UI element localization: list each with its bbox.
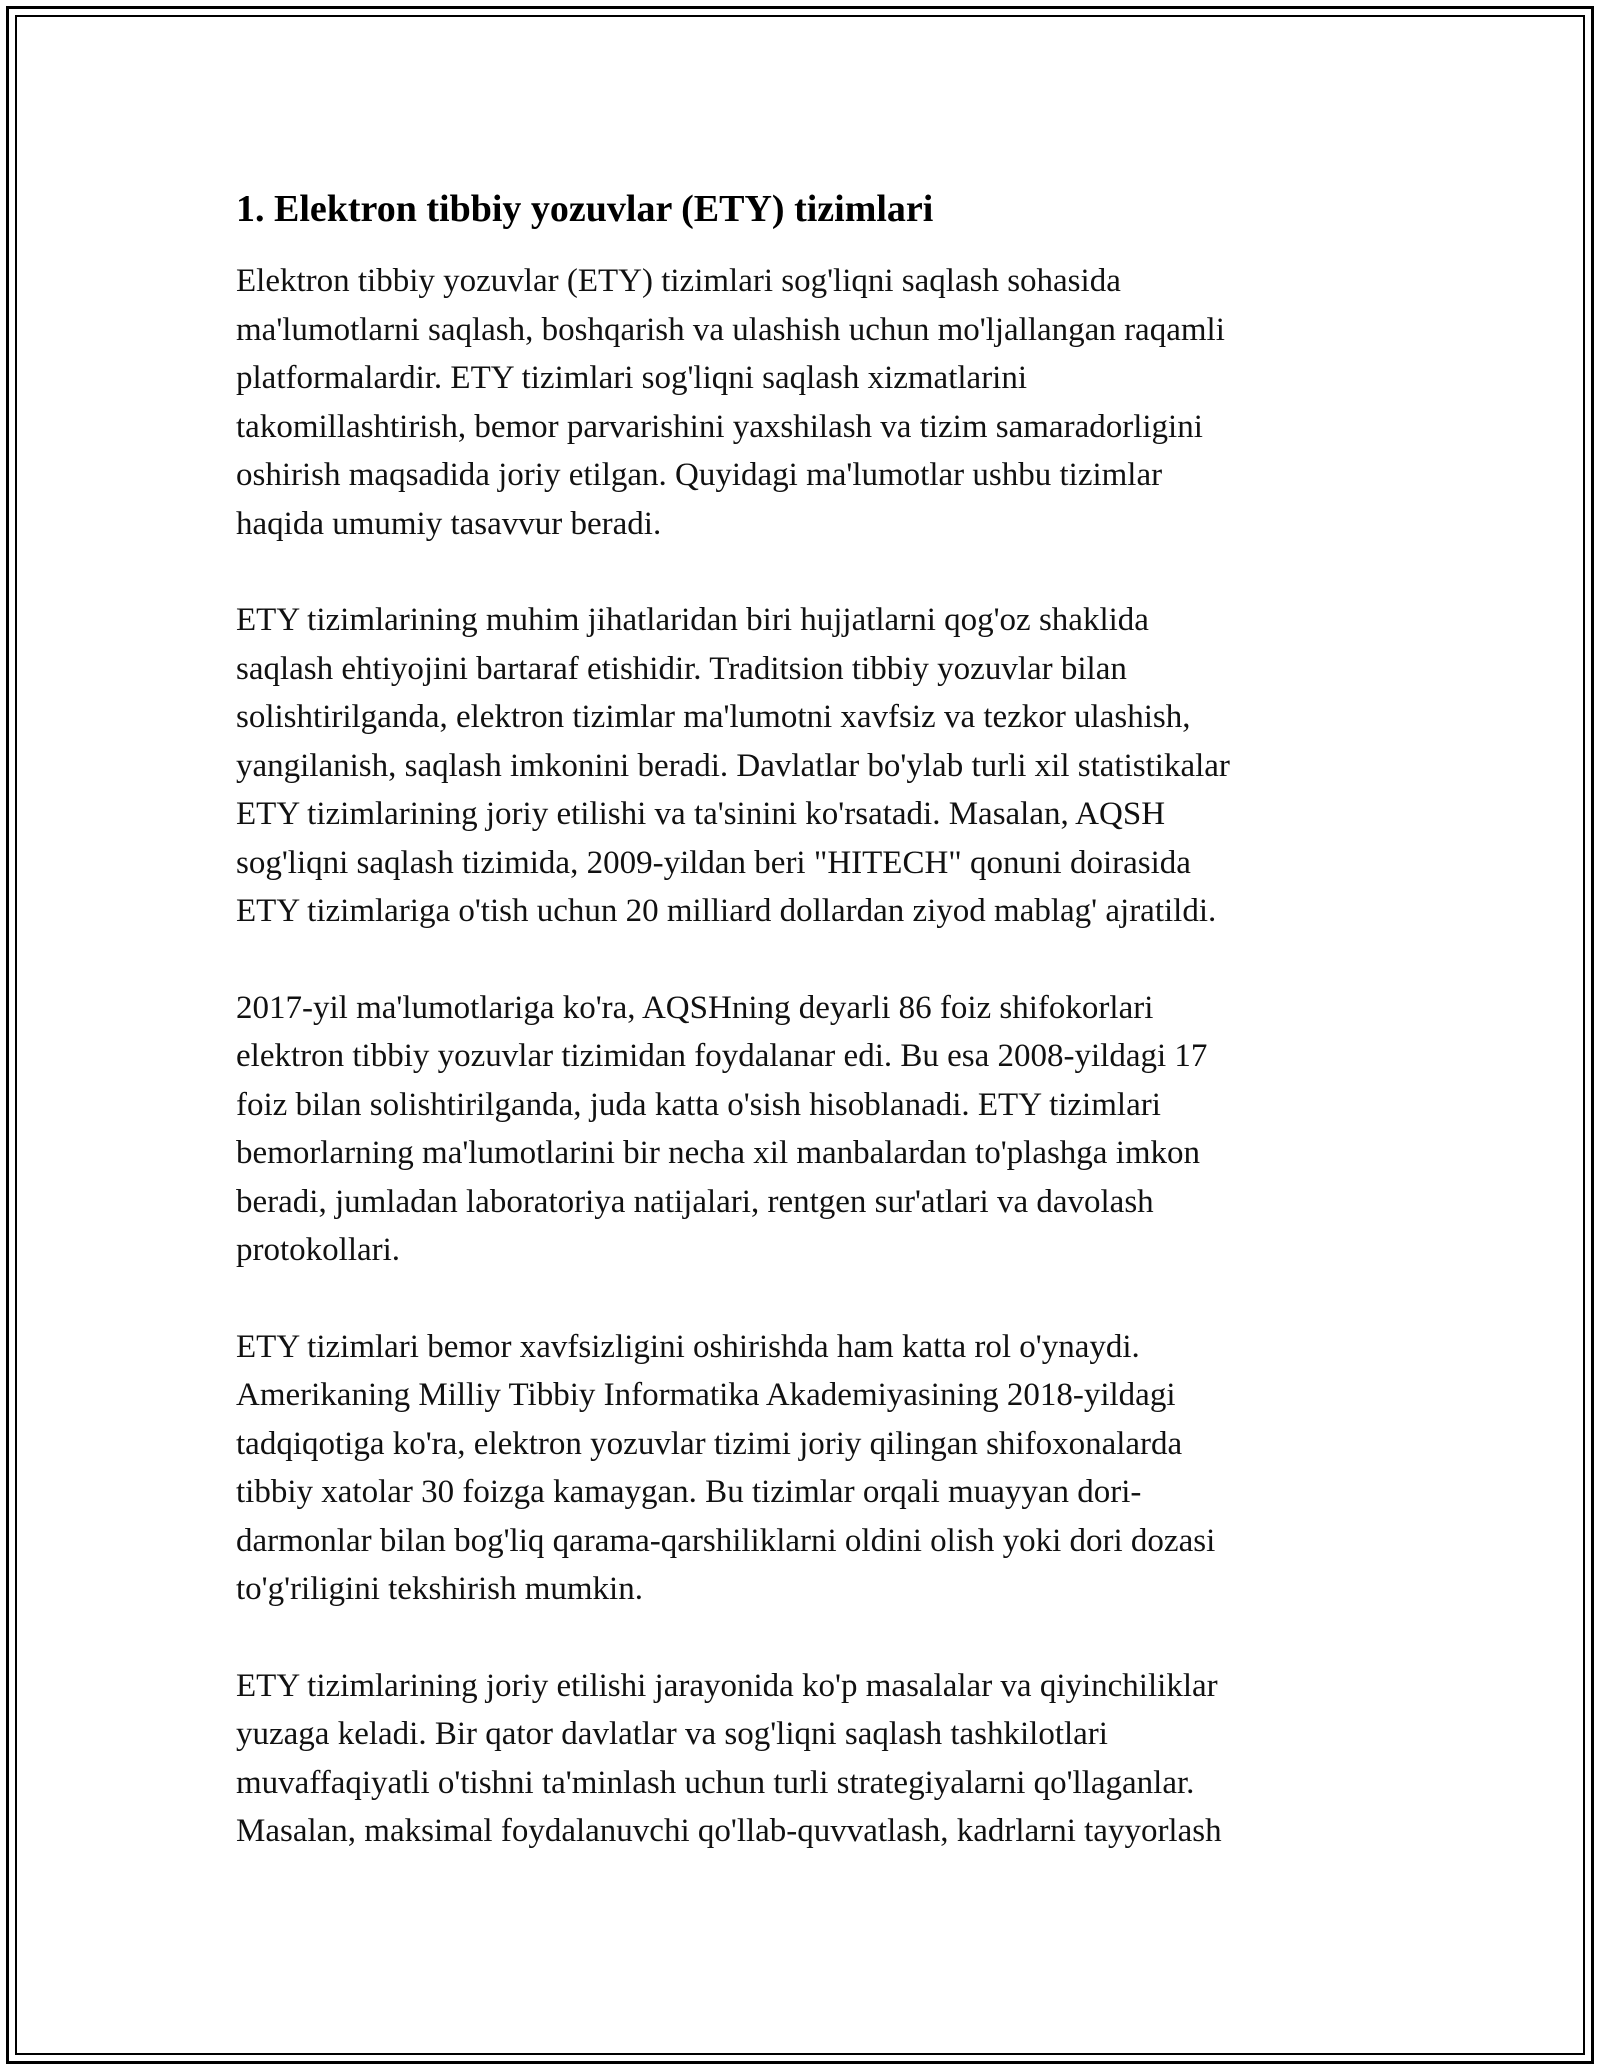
text-line: elektron tibbiy yozuvlar tizimidan foydalanar edi. Bu esa 2008-yildagi 17 xyxy=(236,1038,1208,1074)
paragraph-2 xyxy=(236,596,1356,936)
paragraph-5 xyxy=(236,1662,1356,1856)
paragraph-1 xyxy=(236,257,1356,548)
paragraph-4 xyxy=(236,1323,1356,1614)
text-line: tadqiqotiga ko'ra, elektron yozuvlar tizimi joriy qilingan shifoxonalarda xyxy=(236,1425,1183,1462)
text-line: ETY tizimlarining muhim jihatlaridan biri hujjatlarni qog'oz shaklida xyxy=(236,602,1149,638)
document-body xyxy=(236,185,1356,1904)
text-line: Masalan, maksimal foydalanuvchi qo'llab-quvvatlash, kadrlarni tayyorlash xyxy=(236,1813,1222,1849)
text-line: foiz bilan solishtirilganda, juda katta o'sish hisoblanadi. ETY tizimlari xyxy=(236,1086,1161,1123)
text-line: beradi, jumladan laboratoriya natijalari, rentgen sur'atlari va davolash xyxy=(236,1183,1154,1220)
text-line: tibbiy xatolar 30 foizga kamaygan. Bu tizimlar orqali muayyan dori- xyxy=(236,1474,1142,1510)
text-line: to'g'riligini tekshirish mumkin. xyxy=(236,1571,643,1607)
text-line: 2017-yil ma'lumotlariga ko'ra, AQSHning deyarli 86 foiz shifokorlari xyxy=(236,989,1154,1026)
text-line: ETY tizimlarining joriy etilishi jarayonida ko'p masalalar va qiyinchiliklar xyxy=(236,1667,1218,1704)
text-line: solishtirilganda, elektron tizimlar ma'lumotni xavfsiz va tezkor ulashish, xyxy=(236,699,1191,735)
text-line: saqlash ehtiyojini bartaraf etishidir. Traditsion tibbiy yozuvlar bilan xyxy=(236,650,1127,687)
text-line: yangilanish, saqlash imkonini beradi. Davlatlar bo'ylab turli xil statistikalar xyxy=(236,747,1230,784)
text-line: ETY tizimlari bemor xavfsizligini oshirishda ham katta rol o'ynaydi. xyxy=(236,1328,1140,1365)
text-line: platformalardir. ETY tizimlari sog'liqni saqlash xizmatlarini xyxy=(236,360,1028,396)
text-line: protokollari. xyxy=(236,1232,401,1268)
text-line: haqida umumiy tasavvur beradi. xyxy=(236,505,662,542)
text-line: Elektron tibbiy yozuvlar (ETY) tizimlari sog'liqni saqlash sohasida xyxy=(236,263,1121,299)
text-line: muvaffaqiyatli o'tishni ta'minlash uchun turli strategiyalarni qo'llaganlar. xyxy=(236,1764,1195,1801)
text-line: ETY tizimlariga o'tish uchun 20 milliard dollardan ziyod mablag' ajratildi. xyxy=(236,893,1217,929)
text-line: ma'lumotlarni saqlash, boshqarish va ulashish uchun mo'ljallangan raqamli xyxy=(236,311,1225,348)
text-line: bemorlarning ma'lumotlarini bir necha xil manbalardan to'plashga imkon xyxy=(236,1135,1201,1171)
text-line: sog'liqni saqlash tizimida, 2009-yildan beri "HITECH" qonuni doirasida xyxy=(236,844,1191,881)
text-line: ETY tizimlarining joriy etilishi va ta'sinini ko'rsatadi. Masalan, AQSH xyxy=(236,796,1166,832)
section-title: 1. Elektron tibbiy yozuvlar (ETY) tizimlari xyxy=(236,188,934,230)
text-line: yuzaga keladi. Bir qator davlatlar va sog'liqni saqlash tashkilotlari xyxy=(236,1716,1108,1752)
text-line: darmonlar bilan bog'liq qarama-qarshiliklarni oldini olish yoki dori dozasi xyxy=(236,1522,1216,1559)
paragraph-3 xyxy=(236,984,1356,1275)
text-line: oshirish maqsadida joriy etilgan. Quyidagi ma'lumotlar ushbu tizimlar xyxy=(236,457,1163,493)
text-line: takomillashtirish, bemor parvarishini yaxshilash va tizim samaradorligini xyxy=(236,408,1203,445)
text-line: Amerikaning Milliy Tibbiy Informatika Akademiyasining 2018-yildagi xyxy=(236,1377,1176,1413)
